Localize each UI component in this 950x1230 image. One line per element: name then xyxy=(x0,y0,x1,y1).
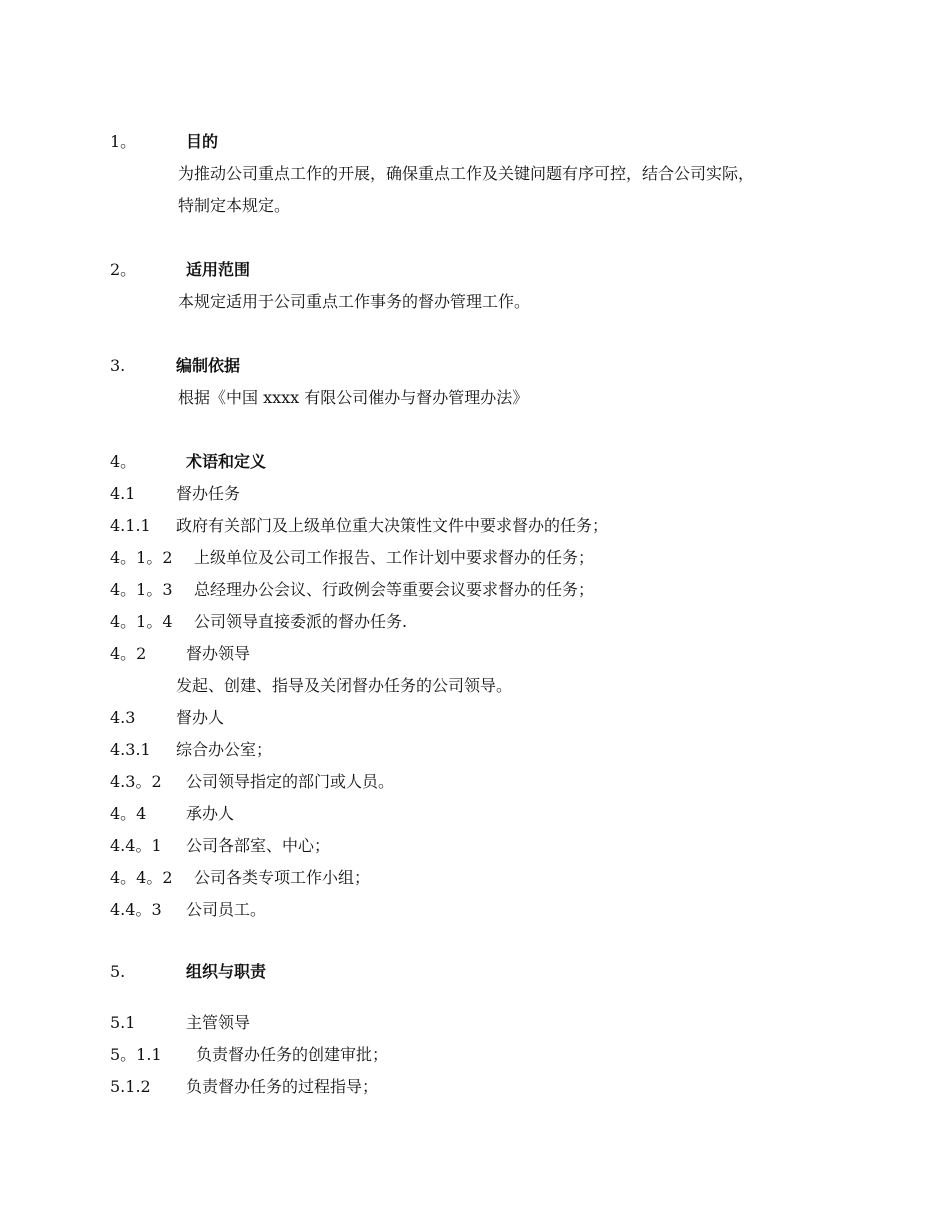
item-4-1-text: 督办任务 xyxy=(176,484,241,503)
section-1-number: 1。 xyxy=(110,132,137,151)
section-1-body-line-2: 特制定本规定。 xyxy=(178,196,291,215)
section-3-title: 编制依据 xyxy=(176,356,241,375)
item-4-4-3-number: 4.4。3 xyxy=(110,900,162,919)
section-5-number: 5. xyxy=(110,962,126,981)
item-4-1-3-number: 4。1。3 xyxy=(110,580,173,599)
item-4-1-1-text: 政府有关部门及上级单位重大决策性文件中要求督办的任务； xyxy=(176,516,609,535)
section-3-body-line-1: 根据《中国 xxxx 有限公司催办与督办管理办法》 xyxy=(178,388,529,407)
item-4-4-2-number: 4。4。2 xyxy=(110,868,173,887)
item-4-4-text: 承办人 xyxy=(186,804,235,823)
item-4-1-4-text: 公司领导直接委派的督办任务. xyxy=(194,612,408,631)
item-4-4-1-number: 4.4。1 xyxy=(110,836,162,855)
item-4-1-2-text: 上级单位及公司工作报告、工作计划中要求督办的任务； xyxy=(194,548,595,567)
item-5-1-1-number: 5。1.1 xyxy=(110,1045,162,1064)
item-4-2-number: 4。2 xyxy=(110,644,147,663)
item-4-3-text: 督办人 xyxy=(176,708,225,727)
item-4-4-3-text: 公司员工。 xyxy=(186,900,267,919)
section-2-body-line-1: 本规定适用于公司重点工作事务的督办管理工作。 xyxy=(178,292,531,311)
item-4-2-text: 督办领导 xyxy=(186,644,251,663)
item-4-1-number: 4.1 xyxy=(110,484,136,503)
section-2-number: 2。 xyxy=(110,260,137,279)
section-3-number: 3. xyxy=(110,356,126,375)
section-2-title: 适用范围 xyxy=(186,260,251,279)
item-4-2-description: 发起、创建、指导及关闭督办任务的公司领导。 xyxy=(176,676,513,695)
section-4-title: 术语和定义 xyxy=(186,452,267,471)
item-4-4-2-text: 公司各类专项工作小组； xyxy=(194,868,371,887)
item-4-4-1-text: 公司各部室、中心； xyxy=(186,836,331,855)
item-4-3-1-text: 综合办公室； xyxy=(176,740,273,759)
item-4-3-2-number: 4.3。2 xyxy=(110,772,162,791)
section-4-number: 4。 xyxy=(110,452,137,471)
item-4-4-number: 4。4 xyxy=(110,804,147,823)
item-4-1-3-text: 总经理办公会议、行政例会等重要会议要求督办的任务； xyxy=(194,580,595,599)
item-4-1-1-number: 4.1.1 xyxy=(110,516,151,535)
item-4-3-2-text: 公司领导指定的部门或人员。 xyxy=(186,772,395,791)
item-5-1-2-text: 负责督办任务的过程指导； xyxy=(186,1077,379,1096)
section-1-title: 目的 xyxy=(186,132,219,151)
item-5-1-number: 5.1 xyxy=(110,1013,136,1032)
item-5-1-2-number: 5.1.2 xyxy=(110,1077,151,1096)
item-4-3-number: 4.3 xyxy=(110,708,136,727)
item-4-1-4-number: 4。1。4 xyxy=(110,612,173,631)
item-5-1-text: 主管领导 xyxy=(186,1013,251,1032)
section-1-body-line-1: 为推动公司重点工作的开展，确保重点工作及关键问题有序可控，结合公司实际， xyxy=(178,164,755,183)
item-4-3-1-number: 4.3.1 xyxy=(110,740,151,759)
item-4-1-2-number: 4。1。2 xyxy=(110,548,173,567)
section-5-title: 组织与职责 xyxy=(186,962,267,981)
item-5-1-1-text: 负责督办任务的创建审批； xyxy=(196,1045,389,1064)
